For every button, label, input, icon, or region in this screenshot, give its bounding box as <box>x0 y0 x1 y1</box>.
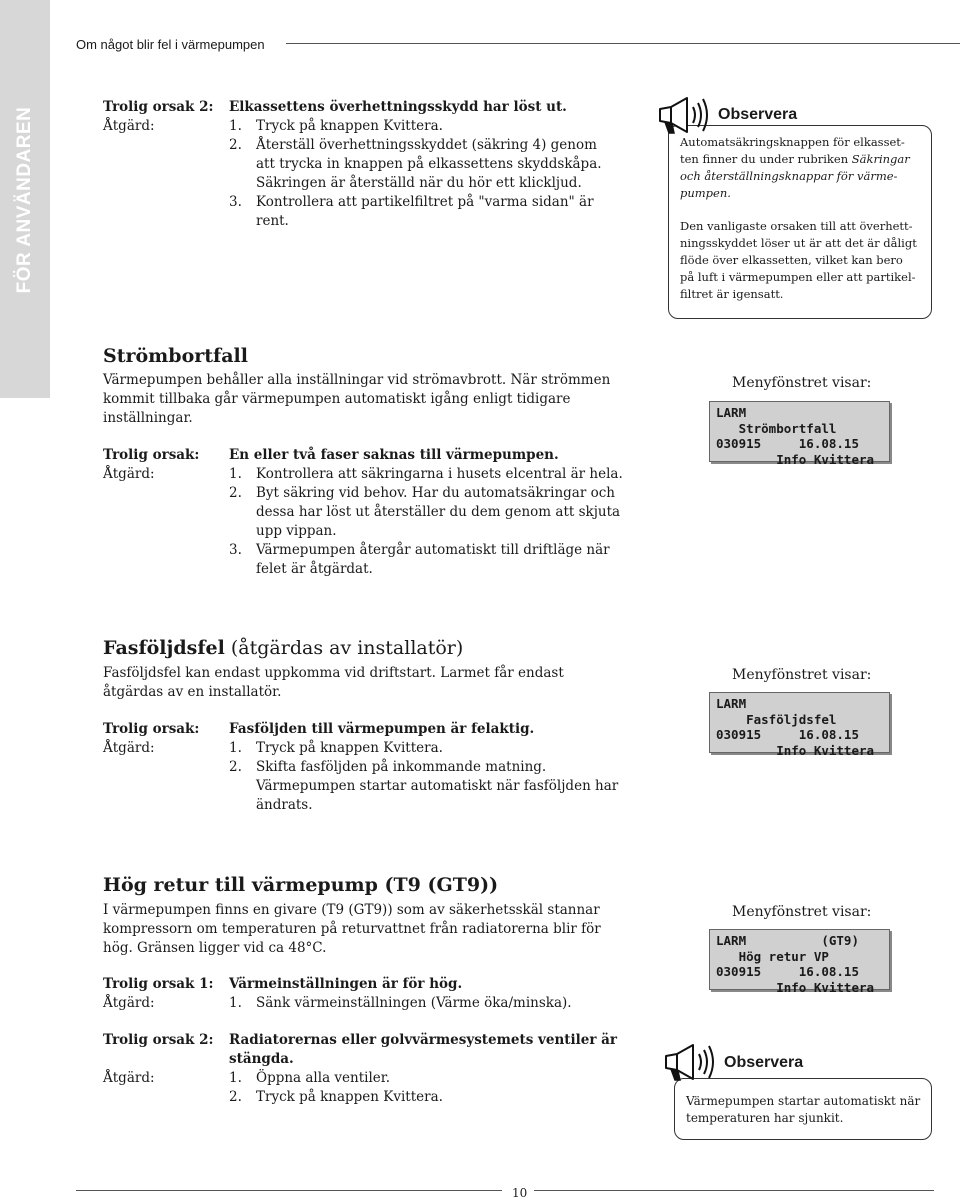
step-text: felet är åtgärdat. <box>256 561 373 577</box>
intro-text: Fasföljdsfel kan endast uppkomma vid driftstart. Larmet får endast <box>103 665 564 681</box>
step-text: dessa har löst ut återställer du dem genom att skjuta <box>256 504 621 520</box>
step-number: 1. <box>229 466 242 482</box>
step-number: 3. <box>229 542 242 558</box>
step-text: Sänk värmeinställningen (Värme öka/minska). <box>256 995 572 1011</box>
intro-text: I värmepumpen finns en givare (T9 (GT9)) som av säkerhetsskäl stannar <box>103 902 600 918</box>
section-heading: Fasföljdsfel (åtgärdas av installatör) <box>103 637 464 659</box>
observera-text: på luft i värmepumpen eller att partikel- <box>680 270 916 284</box>
action-label: Åtgärd: <box>103 1070 155 1086</box>
cause-text: Värmeinställningen är för hög. <box>229 976 463 992</box>
menu-label: Menyfönstret visar: <box>732 904 872 920</box>
cause-text: Radiatorernas eller golvvärmesystemets ventiler är <box>229 1032 618 1048</box>
lcd-line: Strömbortfall <box>716 420 837 436</box>
cause-label: Trolig orsak: <box>103 721 200 737</box>
step-number: 1. <box>229 995 242 1011</box>
step-number: 1. <box>229 740 242 756</box>
step-text: rent. <box>256 213 289 229</box>
lcd-display <box>709 929 890 995</box>
lcd-line: LARM <box>716 696 747 711</box>
page-number: 10 <box>508 1184 531 1202</box>
observera-text: flöde över elkassetten, vilket kan bero <box>680 253 903 267</box>
action-label: Åtgärd: <box>103 995 155 1011</box>
footer-rule <box>534 1190 934 1191</box>
megaphone-icon <box>663 1042 719 1084</box>
observera-text: ningsskyddet löser ut är att det är dåligt <box>680 236 917 250</box>
section-heading: Strömbortfall <box>103 345 248 367</box>
step-text: ändrats. <box>256 797 313 813</box>
observera-title: Observera <box>718 106 798 123</box>
menu-label: Menyfönstret visar: <box>732 667 872 683</box>
step-number: 1. <box>229 118 242 134</box>
step-text: Tryck på knappen Kvittera. <box>256 740 443 756</box>
step-number: 1. <box>229 1070 242 1086</box>
intro-text: inställningar. <box>103 410 193 426</box>
cause-label: Trolig orsak 1: <box>103 976 214 992</box>
step-text: Värmepumpen återgår automatiskt till driftläge när <box>256 542 610 558</box>
section-heading: Hög retur till värmepump (T9 (GT9)) <box>103 874 499 896</box>
intro-text: åtgärdas av en installatör. <box>103 684 282 700</box>
step-text: upp vippan. <box>256 523 337 539</box>
footer-rule <box>76 1190 502 1191</box>
cause-text: Elkassettens överhettningsskydd har löst ut. <box>229 99 567 115</box>
action-label: Åtgärd: <box>103 118 155 134</box>
action-label: Åtgärd: <box>103 466 155 482</box>
observera-text: filtret är igensatt. <box>680 287 784 301</box>
intro-text: kommit tillbaka går värmepumpen automatiskt igång enligt tidigare <box>103 391 571 407</box>
step-number: 2. <box>229 137 242 153</box>
step-text: att trycka in knappen på elkassettens skyddskåpa. <box>256 156 602 172</box>
side-tab-label: FÖR ANVÄNDAREN <box>14 106 35 294</box>
lcd-line: 030915 16.08.15 <box>716 964 859 979</box>
step-number: 3. <box>229 194 242 210</box>
cause-text: stängda. <box>229 1051 294 1067</box>
lcd-line: Info Kvittera <box>716 742 875 758</box>
header-rule <box>286 43 960 44</box>
step-number: 2. <box>229 1089 242 1105</box>
step-text: Säkringen är återställd när du hör ett klickljud. <box>256 175 582 191</box>
cause-text: En eller två faser saknas till värmepumpen. <box>229 447 559 463</box>
step-text: Kontrollera att säkringarna i husets elcentral är hela. <box>256 466 623 482</box>
observera-text: pumpen. <box>680 186 731 200</box>
cause-label: Trolig orsak 2: <box>103 1032 214 1048</box>
lcd-line: Hög retur VP <box>716 948 829 964</box>
step-text: Byt säkring vid behov. Har du automatsäkringar och <box>256 485 615 501</box>
step-text: Värmepumpen startar automatiskt när fasföljden har <box>256 778 619 794</box>
lcd-line: LARM <box>716 405 747 420</box>
step-text: Kontrollera att partikelfiltret på "varma sidan" är <box>256 194 594 210</box>
action-label: Åtgärd: <box>103 740 155 756</box>
lcd-display <box>709 401 890 467</box>
side-tab <box>0 0 50 398</box>
lcd-display <box>709 692 890 758</box>
intro-text: hög. Gränsen ligger vid ca 48°C. <box>103 940 327 956</box>
intro-text: kompressorn om temperaturen på returvattnet från radiatorerna blir för <box>103 921 601 937</box>
cause-text: Fasföljden till värmepumpen är felaktig. <box>229 721 535 737</box>
running-header: Om något blir fel i värmepumpen <box>76 37 265 52</box>
menu-label: Menyfönstret visar: <box>732 375 872 391</box>
cause-label: Trolig orsak 2: <box>103 99 214 115</box>
lcd-line: 030915 16.08.15 <box>716 436 859 451</box>
observera-text: Automatsäkringsknappen för elkasset- <box>680 135 905 149</box>
step-number: 2. <box>229 759 242 775</box>
observera-text: ten finner du under rubriken Säkringar <box>680 152 910 166</box>
lcd-line: LARM (GT9) <box>716 933 859 948</box>
step-text: Skifta fasföljden på inkommande matning. <box>256 759 547 775</box>
step-text: Öppna alla ventiler. <box>256 1070 391 1086</box>
cause-label: Trolig orsak: <box>103 447 200 463</box>
lcd-line: Fasföljdsfel <box>716 711 837 727</box>
observera-text: Den vanligaste orsaken till att överhett- <box>680 219 913 233</box>
step-text: Återställ överhettningsskyddet (säkring 4) genom <box>256 137 597 153</box>
lcd-line: Info Kvittera <box>716 451 875 467</box>
lcd-line: 030915 16.08.15 <box>716 727 859 742</box>
lcd-line: Info Kvittera <box>716 979 875 995</box>
observera-title: Observera <box>724 1054 804 1071</box>
step-number: 2. <box>229 485 242 501</box>
megaphone-icon <box>657 95 713 137</box>
observera-text: temperaturen har sjunkit. <box>686 1111 844 1125</box>
step-text: Tryck på knappen Kvittera. <box>256 118 443 134</box>
observera-text: och återställningsknappar för värme- <box>680 169 898 183</box>
step-text: Tryck på knappen Kvittera. <box>256 1089 443 1105</box>
intro-text: Värmepumpen behåller alla inställningar vid strömavbrott. När strömmen <box>103 372 611 388</box>
observera-text: Värmepumpen startar automatiskt när <box>686 1094 921 1108</box>
